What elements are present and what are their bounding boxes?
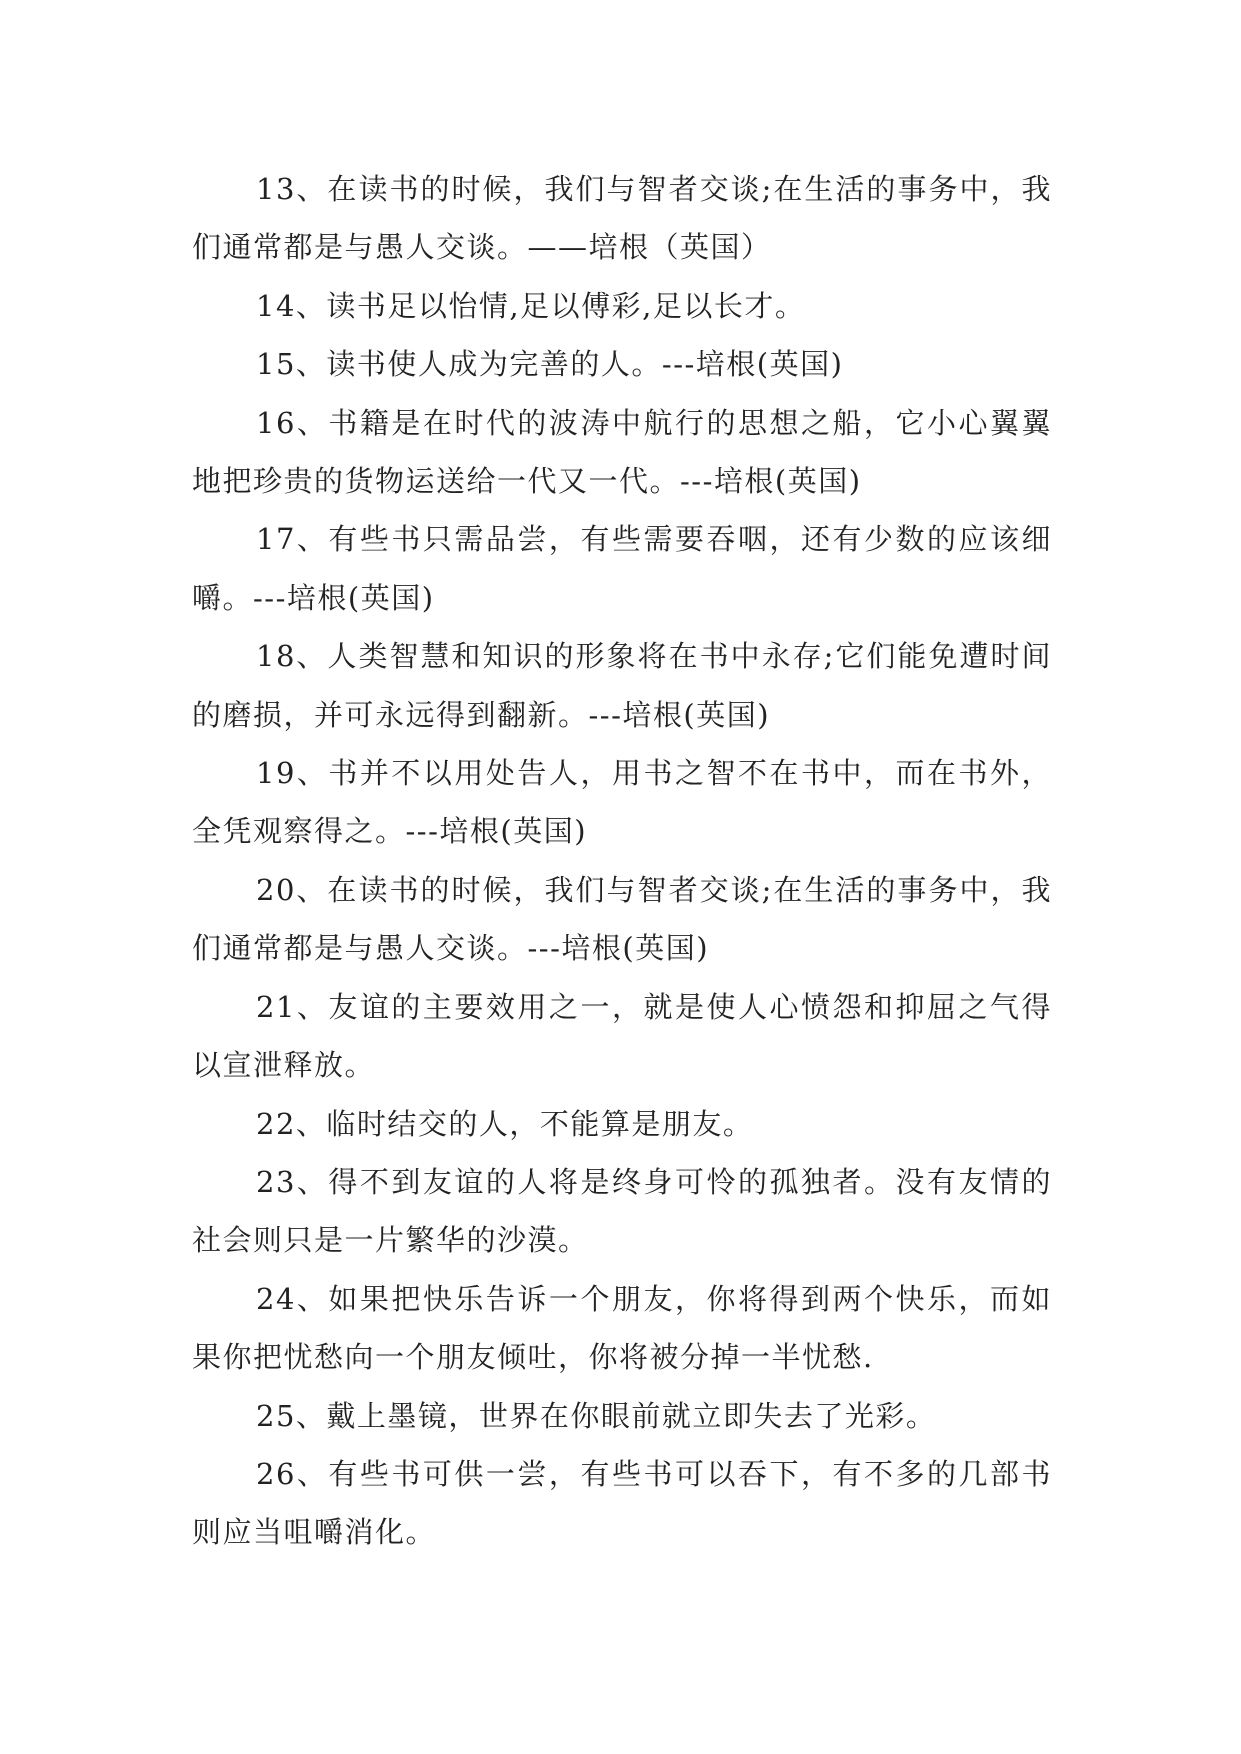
quote-paragraph-26: 26、有些书可供一尝，有些书可以吞下，有不多的几部书则应当咀嚼消化。 (192, 1456, 1052, 1550)
quote-paragraph-25: 25、戴上墨镜，世界在你眼前就立即失去了光彩。 (256, 1398, 937, 1433)
quote-paragraph-20: 20、在读书的时候，我们与智者交谈;在生活的事务中，我们通常都是与愚人交谈。---培根(英国) (192, 872, 1052, 966)
quote-paragraph-16: 16、书籍是在时代的波涛中航行的思想之船，它小心翼翼地把珍贵的货物运送给一代又一代。---培根(英国) (192, 405, 1052, 499)
quote-paragraph-15: 15、读书使人成为完善的人。---培根(英国) (256, 347, 844, 382)
quote-paragraph-13: 13、在读书的时候，我们与智者交谈;在生活的事务中，我们通常都是与愚人交谈。——培根（英国） (192, 172, 1052, 265)
quote-paragraph-22: 22、临时结交的人，不能算是朋友。 (256, 1106, 754, 1141)
quote-paragraph-23: 23、得不到友谊的人将是终身可怜的孤独者。没有友情的社会则只是一片繁华的沙漠。 (192, 1164, 1052, 1258)
document-body (192, 160, 1052, 1562)
quote-paragraph-19: 19、书并不以用处告人，用书之智不在书中，而在书外，全凭观察得之。---培根(英国) (192, 756, 1052, 849)
quote-paragraph-17: 17、有些书只需品尝，有些需要吞咽，还有少数的应该细嚼。---培根(英国) (192, 522, 1052, 615)
quote-paragraph-14: 14、读书足以怡情,足以傅彩,足以长才。 (256, 288, 806, 323)
quote-paragraph-21: 21、友谊的主要效用之一，就是使人心愤怨和抑屈之气得以宣泄释放。 (192, 989, 1052, 1083)
quote-paragraph-24: 24、如果把快乐告诉一个朋友，你将得到两个快乐，而如果你把忧愁向一个朋友倾吐，你将被分掉一半忧愁. (192, 1281, 1052, 1375)
quote-paragraph-18: 18、人类智慧和知识的形象将在书中永存;它们能免遭时间的磨损，并可永远得到翻新。---培根(英国) (192, 639, 1052, 732)
